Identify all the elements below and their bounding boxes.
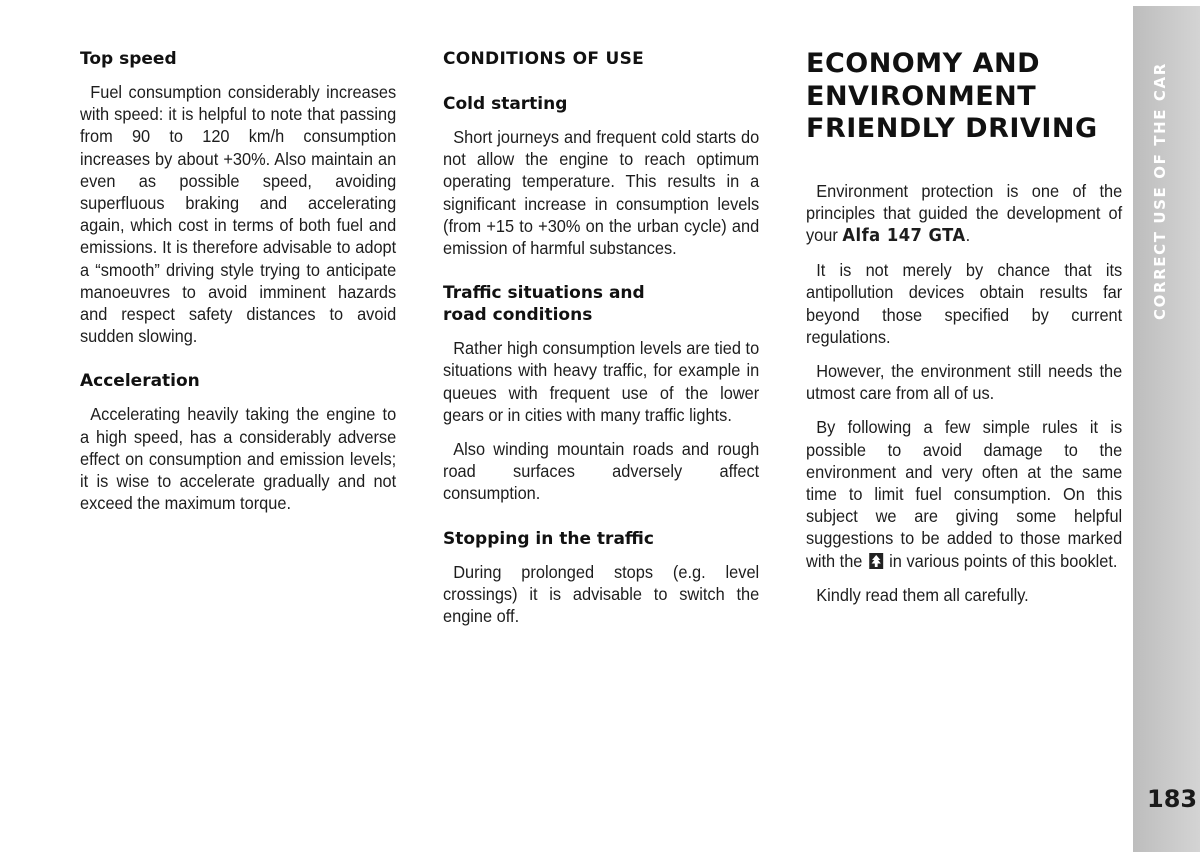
title-line-3: FRIENDLY DRIVING — [806, 113, 1098, 144]
column-3 — [806, 48, 1122, 618]
page-title — [806, 48, 1122, 146]
paragraph-5: Kindly read them all carefully. — [816, 584, 1029, 605]
acceleration-heading: Acceleration — [80, 371, 200, 392]
cold-starting-text: Short journeys and frequent cold starts do not allow the engine to reach optimum operating temperature. This results in a significant increase in consumption levels (from +15 to +30% on the urban cycle) and emission of harmful substances. — [443, 127, 760, 259]
intro-text: Environment protection is one of the principles that guided the development of your — [806, 180, 1123, 245]
p4-before-icon: By following a few simple rules it is possible to avoid damage to the environment and very often at the same time to limit fuel consumption. On this subject we are giving some helpful suggestions to be added to those marked with the — [806, 417, 1123, 571]
stopping-text: During prolonged stops (e.g. level crossings) it is advisable to switch the engine off. — [443, 561, 760, 627]
stopping-heading: Stopping in the traffic — [443, 528, 654, 549]
top-speed-heading: Top speed — [80, 49, 177, 69]
top-speed-text: Fuel consumption considerably increases with speed: it is helpful to note that passing from 90 to 120 km/h consumption increases by about +30%. Also maintain an even as possible speed, avoiding superfluous braking and accelerating again, which cost in terms of both fuel and emissions. It is therefore advisable to adopt a “smooth” driving style trying to anticipate manoeuvres to avoid imminent hazards and respect safety distances to avoid sudden slowing. — [80, 82, 397, 347]
intro-paragraph — [806, 180, 1122, 248]
title-line-1: ECONOMY AND — [806, 48, 1040, 79]
traffic-heading-line1: Traffic situations and — [443, 283, 645, 304]
acceleration-text: Accelerating heavily taking the engine to a high speed, has a considerably adverse effect on consumption and emission levels; it is wise to accelerate gradually and not exceed the maximum torque. — [80, 404, 397, 514]
paragraph-3: However, the environment still needs the utmost care from all of us. — [806, 360, 1123, 404]
traffic-text-1: Rather high consumption levels are tied to situations with heavy traffic, for example in queues with frequent use of the lower gears or in cities with many traffic lights. — [443, 338, 760, 425]
traffic-heading — [443, 282, 759, 326]
traffic-text-2: Also winding mountain roads and rough road surfaces adversely affect consumption. — [443, 439, 760, 504]
paragraph-2: It is not merely by chance that its antipollution devices obtain results far beyond those specified by current regulations. — [806, 260, 1123, 347]
paragraph-4 — [806, 416, 1122, 571]
tree-icon — [869, 553, 883, 569]
column-1 — [80, 48, 396, 526]
conditions-of-use-heading: CONDITIONS OF USE — [443, 49, 645, 69]
column-2 — [443, 48, 759, 639]
p4-after-icon: in various points of this booklet. — [889, 550, 1118, 571]
cold-starting-heading: Cold starting — [443, 94, 568, 114]
page-number: 183 — [1147, 785, 1198, 813]
title-line-2: ENVIRONMENT — [806, 80, 1037, 112]
traffic-heading-line2: road conditions — [443, 305, 593, 326]
chapter-label: CORRECT USE OF THE CAR — [1151, 62, 1169, 320]
model-name: Alfa 147 GTA — [842, 225, 966, 246]
intro-end: . — [965, 224, 971, 245]
